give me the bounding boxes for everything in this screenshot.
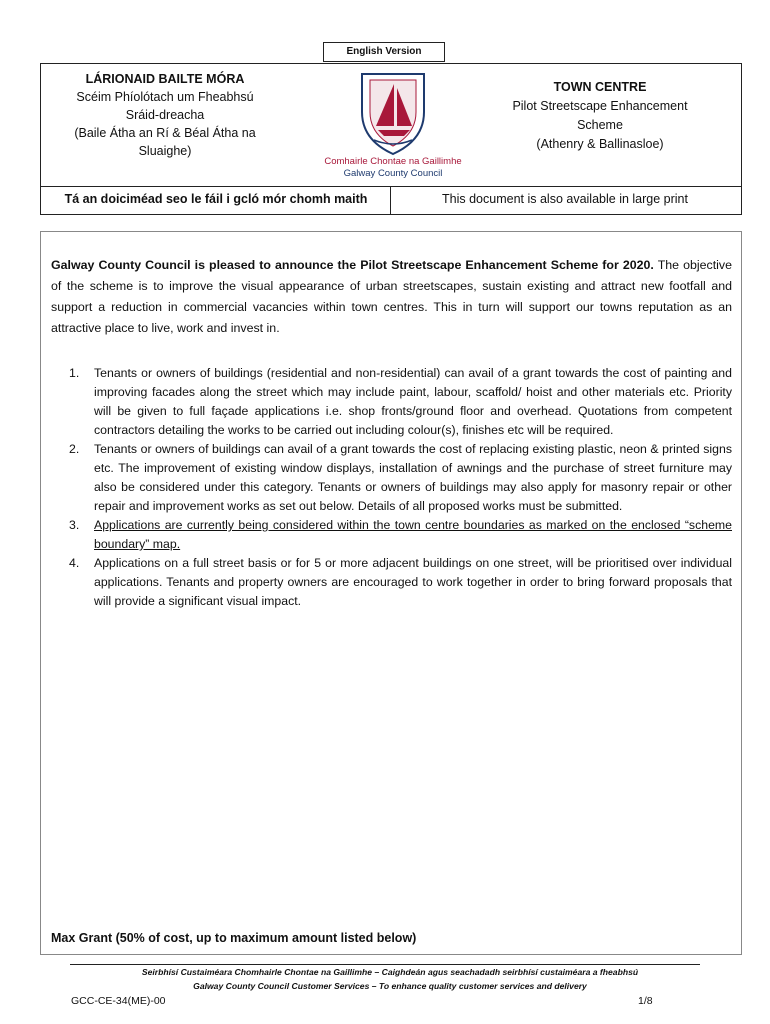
header-english-line2: Scheme [577, 118, 623, 132]
header-irish-line2: Sráid-dreacha [125, 108, 205, 122]
footer-line-english: Galway County Council Customer Services – To enhance quality customer services and delivery [193, 981, 587, 991]
list-item-text: Applications are currently being considered within the town centre boundaries as marked on the enclosed “scheme boundary” map. [94, 518, 732, 551]
council-crest-icon [318, 70, 468, 156]
header-english-line3: (Athenry & Ballinasloe) [536, 137, 664, 151]
header-divider [40, 186, 742, 187]
page-number: 1/8 [638, 995, 653, 1007]
council-logo [318, 70, 468, 179]
list-item-text: Tenants or owners of buildings (residential and non-residential) can avail of a grant towards the cost of painting and improving facades along the street which may include paint, labour, scaffold/ hoist and other materials etc. Priority will be given to full façade applications i.e. shop fronts/ground floor and overhead. Quotations from competent contractors detailing the works to be carried out including colour(s), finishes etc will be required. [94, 366, 732, 437]
header-irish-line3: (Baile Átha an Rí & Béal Átha na [74, 126, 256, 140]
list-item-number: 3. [69, 518, 80, 532]
scheme-items-list [51, 364, 732, 611]
header-irish-line1: Scéim Phíolótach um Fheabhsú [76, 90, 254, 104]
document-code: GCC-CE-34(ME)-00 [71, 995, 166, 1007]
english-version-label: English Version [323, 42, 445, 62]
footer-divider [70, 964, 700, 965]
list-item-text: Applications on a full street basis or for 5 or more adjacent buildings on one street, will be prioritised over individual applications. Tenants and property owners are encouraged to work together in order to bring forward proposals that will provide a significant visual impact. [94, 556, 732, 608]
large-print-notice-irish: Tá an doiciméad seo le fáil i gcló mór chomh maith [64, 192, 368, 206]
header-english-title: TOWN CENTRE [553, 80, 647, 94]
list-item-number: 4. [69, 556, 80, 570]
list-item-text: Tenants or owners of buildings can avail of a grant towards the cost of replacing existing plastic, neon & printed signs etc. The improvement of existing window displays, installation of awnings and the purchase of street furniture may also be considered under this category. Tenants or owners of buildings may also apply for masonry repair or other repair and improvement works as set out below. Details of all proposed works must be submitted. [94, 442, 732, 513]
logo-name-irish: Comhairle Chontae na Gaillimhe [324, 156, 462, 167]
intro-paragraph [51, 255, 732, 339]
large-print-notice-english: This document is also available in large print [442, 192, 688, 206]
list-item [51, 554, 732, 611]
list-item [51, 364, 732, 440]
header-irish-line4: Sluaighe) [138, 144, 192, 158]
list-item-number: 1. [69, 366, 80, 380]
list-item-number: 2. [69, 442, 80, 456]
header-irish [50, 70, 280, 160]
header-vertical-divider [390, 186, 391, 214]
list-item [51, 440, 732, 516]
header-irish-title: LÁRIONAID BAILTE MÓRA [85, 72, 245, 86]
max-grant-heading: Max Grant (50% of cost, up to maximum amount listed below) [51, 931, 417, 945]
footer-line-irish: Seirbhísí Custaiméara Chomhairle Chontae na Gaillimhe – Caighdeán agus seachadadh seirbhísí custaiméara a fheabhsú [141, 967, 639, 977]
header-english [495, 78, 705, 154]
header-english-line1: Pilot Streetscape Enhancement [512, 99, 688, 113]
intro-bold: Galway County Council is pleased to announce the Pilot Streetscape Enhancement Scheme for 2020. [51, 258, 654, 272]
list-item [51, 516, 732, 554]
logo-name-english: Galway County Council [343, 168, 443, 179]
intro-rest: The objective of the scheme is to improve the visual appearance of urban streetscapes, sustain existing and attract new footfall and support a reduction in commercial vacancies within town centres. This in turn will support our towns reputation as an attractive place to live, work and invest in. [51, 258, 732, 335]
